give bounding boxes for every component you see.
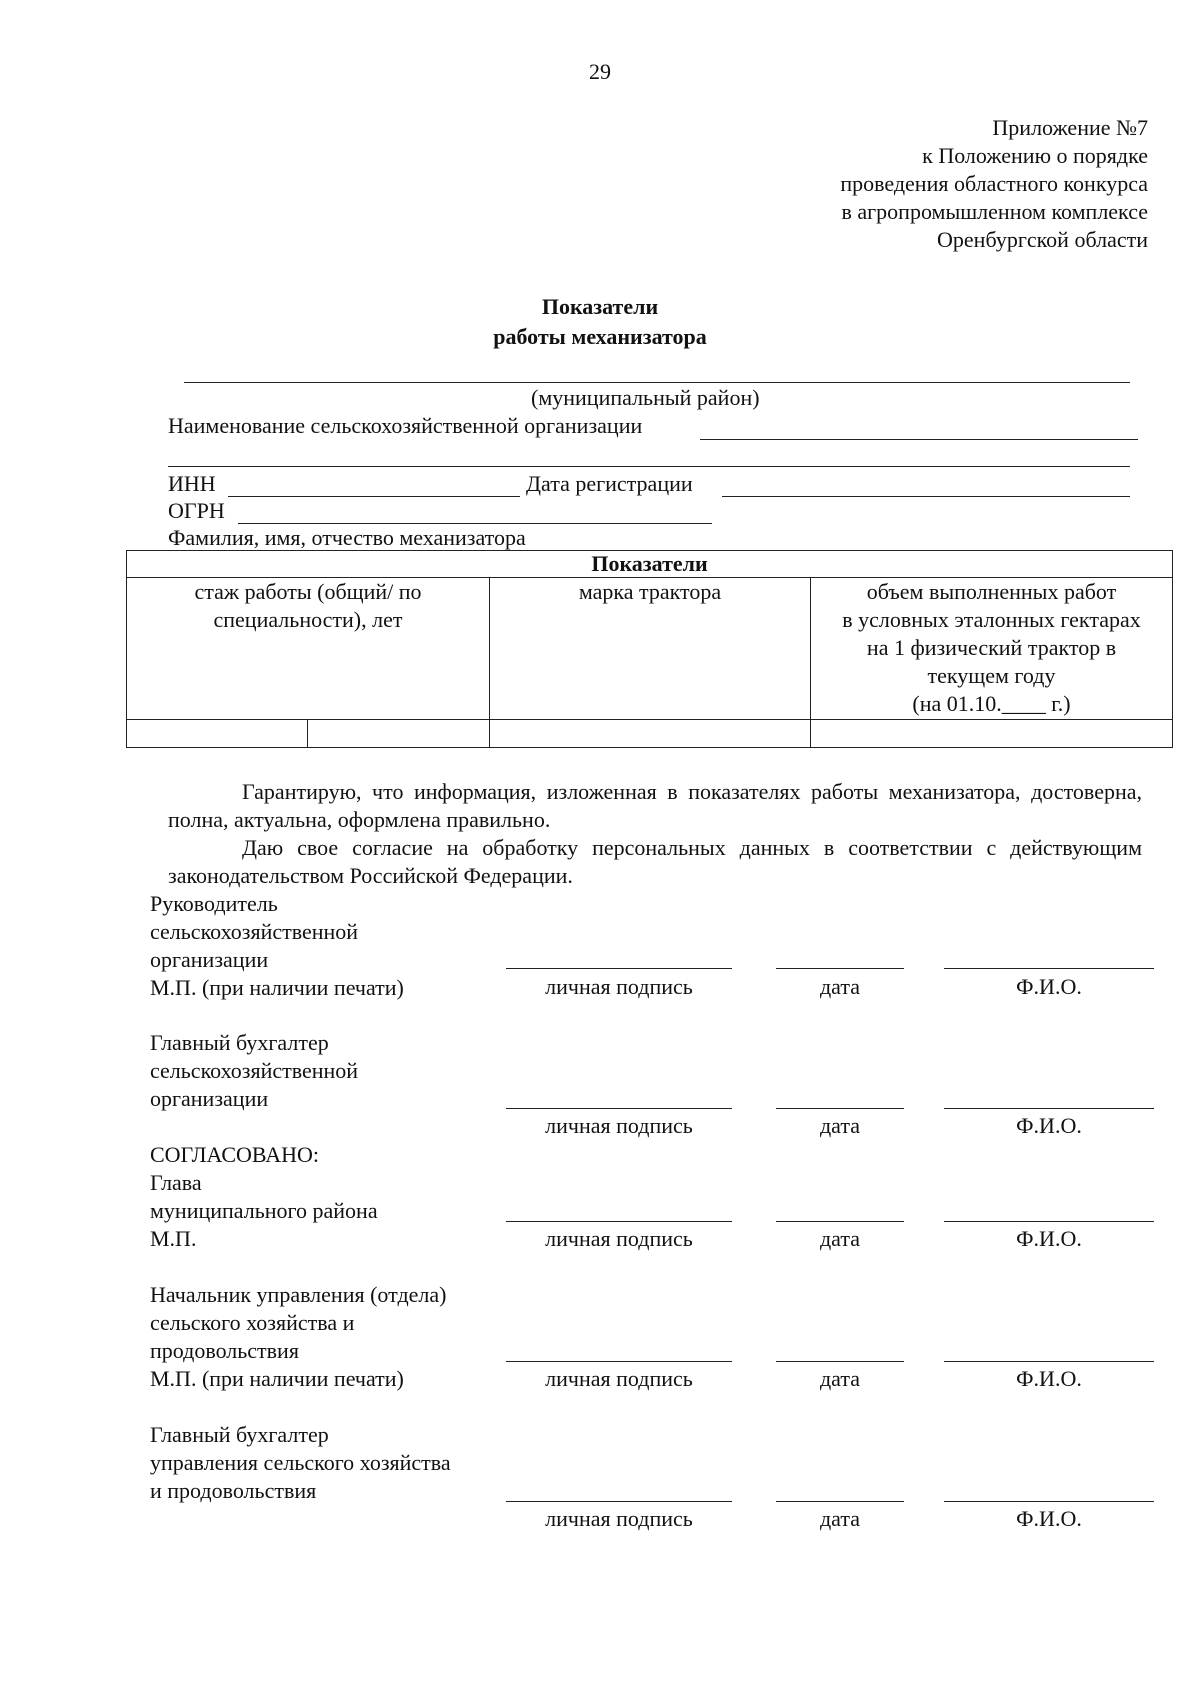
date-line[interactable] [776, 968, 904, 969]
column-text: специальности), лет [213, 607, 403, 632]
name-line[interactable] [944, 1361, 1154, 1362]
title-line-2: работы механизатора [493, 324, 707, 349]
name-caption: Ф.И.О. [1016, 1226, 1082, 1251]
column-text: стаж работы (общий/ по [194, 579, 422, 604]
name-caption: Ф.И.О. [1016, 1366, 1082, 1391]
cell-work-volume[interactable] [811, 720, 1173, 748]
signatory-line: М.П. (при наличии печати) [150, 975, 404, 1000]
signature-line[interactable] [506, 968, 732, 969]
column-text: марка трактора [578, 579, 722, 604]
column-work-volume [811, 578, 1173, 720]
signature-line[interactable] [506, 1501, 732, 1502]
signatory-line: Глава [150, 1170, 202, 1195]
signatory-line: организации [150, 1086, 269, 1111]
column-text: (на 01.10.____ г.) [912, 691, 1071, 716]
inn-label: ИНН [168, 471, 216, 496]
name-caption: Ф.И.О. [1016, 974, 1082, 999]
signature-caption: личная подпись [545, 1366, 693, 1391]
signatory-line: М.П. [150, 1226, 197, 1251]
date-line[interactable] [776, 1221, 904, 1222]
title-line-1: Показатели [541, 294, 659, 319]
name-line[interactable] [944, 1221, 1154, 1222]
appendix-line: Оренбургской области [937, 227, 1148, 252]
mechanic-name-label: Фамилия, имя, отчество механизатора [168, 525, 526, 550]
signature-caption: личная подпись [545, 1506, 693, 1531]
table-header: Показатели [127, 551, 1173, 578]
signatory-district-head [150, 1141, 378, 1253]
signatory-agriculture-head [150, 1281, 446, 1393]
column-tractor-brand [490, 578, 811, 720]
date-caption: дата [819, 1113, 861, 1138]
signatory-line: Главный бухгалтер [150, 1422, 329, 1447]
column-text: текущем году [927, 663, 1056, 688]
district-caption: (муниципальный район) [531, 385, 760, 410]
name-caption: Ф.И.О. [1016, 1506, 1082, 1531]
column-text: объем выполненных работ [866, 579, 1117, 604]
org-name-input-line[interactable] [700, 439, 1138, 440]
cell-experience-specialty[interactable] [308, 720, 490, 748]
signatory-line: Руководитель [150, 891, 278, 916]
indicators-table [126, 550, 1173, 748]
appendix-header [840, 114, 1148, 254]
name-caption: Ф.И.О. [1016, 1113, 1082, 1138]
signature-line[interactable] [506, 1221, 732, 1222]
signatory-chief-accountant-dept [150, 1421, 451, 1505]
name-line[interactable] [944, 1108, 1154, 1109]
cell-tractor-brand[interactable] [490, 720, 811, 748]
document-title [0, 292, 1200, 352]
ogrn-label: ОГРН [168, 498, 225, 523]
page-number: 29 [589, 59, 611, 84]
signatory-line: СОГЛАСОВАНО: [150, 1142, 319, 1167]
signatory-line: Главный бухгалтер [150, 1030, 329, 1055]
reg-date-input-line[interactable] [722, 496, 1130, 497]
date-line[interactable] [776, 1361, 904, 1362]
appendix-line: в агропромышленном комплексе [841, 199, 1148, 224]
appendix-line: к Положению о порядке [922, 143, 1148, 168]
signatory-line: сельскохозяйственной [150, 919, 359, 944]
signature-line[interactable] [506, 1361, 732, 1362]
date-line[interactable] [776, 1501, 904, 1502]
appendix-line: Приложение №7 [992, 115, 1148, 140]
name-line[interactable] [944, 1501, 1154, 1502]
signatory-line: М.П. (при наличии печати) [150, 1366, 404, 1391]
appendix-line: проведения областного конкурса [840, 171, 1148, 196]
column-experience [127, 578, 490, 720]
signatory-line: Начальник управления (отдела) [150, 1282, 447, 1307]
signatory-chief-accountant-org [150, 1029, 358, 1113]
signature-caption: личная подпись [545, 974, 693, 999]
date-caption: дата [819, 974, 861, 999]
org-name-input-line-2[interactable] [168, 466, 1130, 467]
cell-experience-total[interactable] [127, 720, 308, 748]
signature-caption: личная подпись [545, 1226, 693, 1251]
signatory-line: и продовольствия [150, 1478, 317, 1503]
signatory-line: муниципального района [150, 1198, 378, 1223]
org-name-label: Наименование сельскохозяйственной организации [168, 413, 643, 438]
column-text: в условных эталонных гектарах [842, 607, 1141, 632]
signatory-line: продовольствия [150, 1338, 299, 1363]
column-text: на 1 физический трактор в [866, 635, 1117, 660]
consent-paragraph: Даю свое согласие на обработку персональных данных в соответствии с действующим законодательством Российской Федерации. [168, 835, 1142, 888]
signatory-line: организации [150, 947, 269, 972]
signatory-head-org [150, 890, 404, 1002]
signatory-line: сельского хозяйства и [150, 1310, 355, 1335]
date-caption: дата [819, 1506, 861, 1531]
date-caption: дата [819, 1366, 861, 1391]
guarantee-paragraph: Гарантирую, что информация, изложенная в показателях работы механизатора, достоверна, полна, актуальна, оформлена правильно. [168, 779, 1142, 832]
date-caption: дата [819, 1226, 861, 1251]
signature-caption: личная подпись [545, 1113, 693, 1138]
reg-date-label: Дата регистрации [526, 471, 693, 496]
inn-input-line[interactable] [228, 496, 520, 497]
signature-line[interactable] [506, 1108, 732, 1109]
district-input-line[interactable] [184, 382, 1130, 383]
signatory-line: управления сельского хозяйства [150, 1450, 451, 1475]
date-line[interactable] [776, 1108, 904, 1109]
name-line[interactable] [944, 968, 1154, 969]
signatory-line: сельскохозяйственной [150, 1058, 359, 1083]
